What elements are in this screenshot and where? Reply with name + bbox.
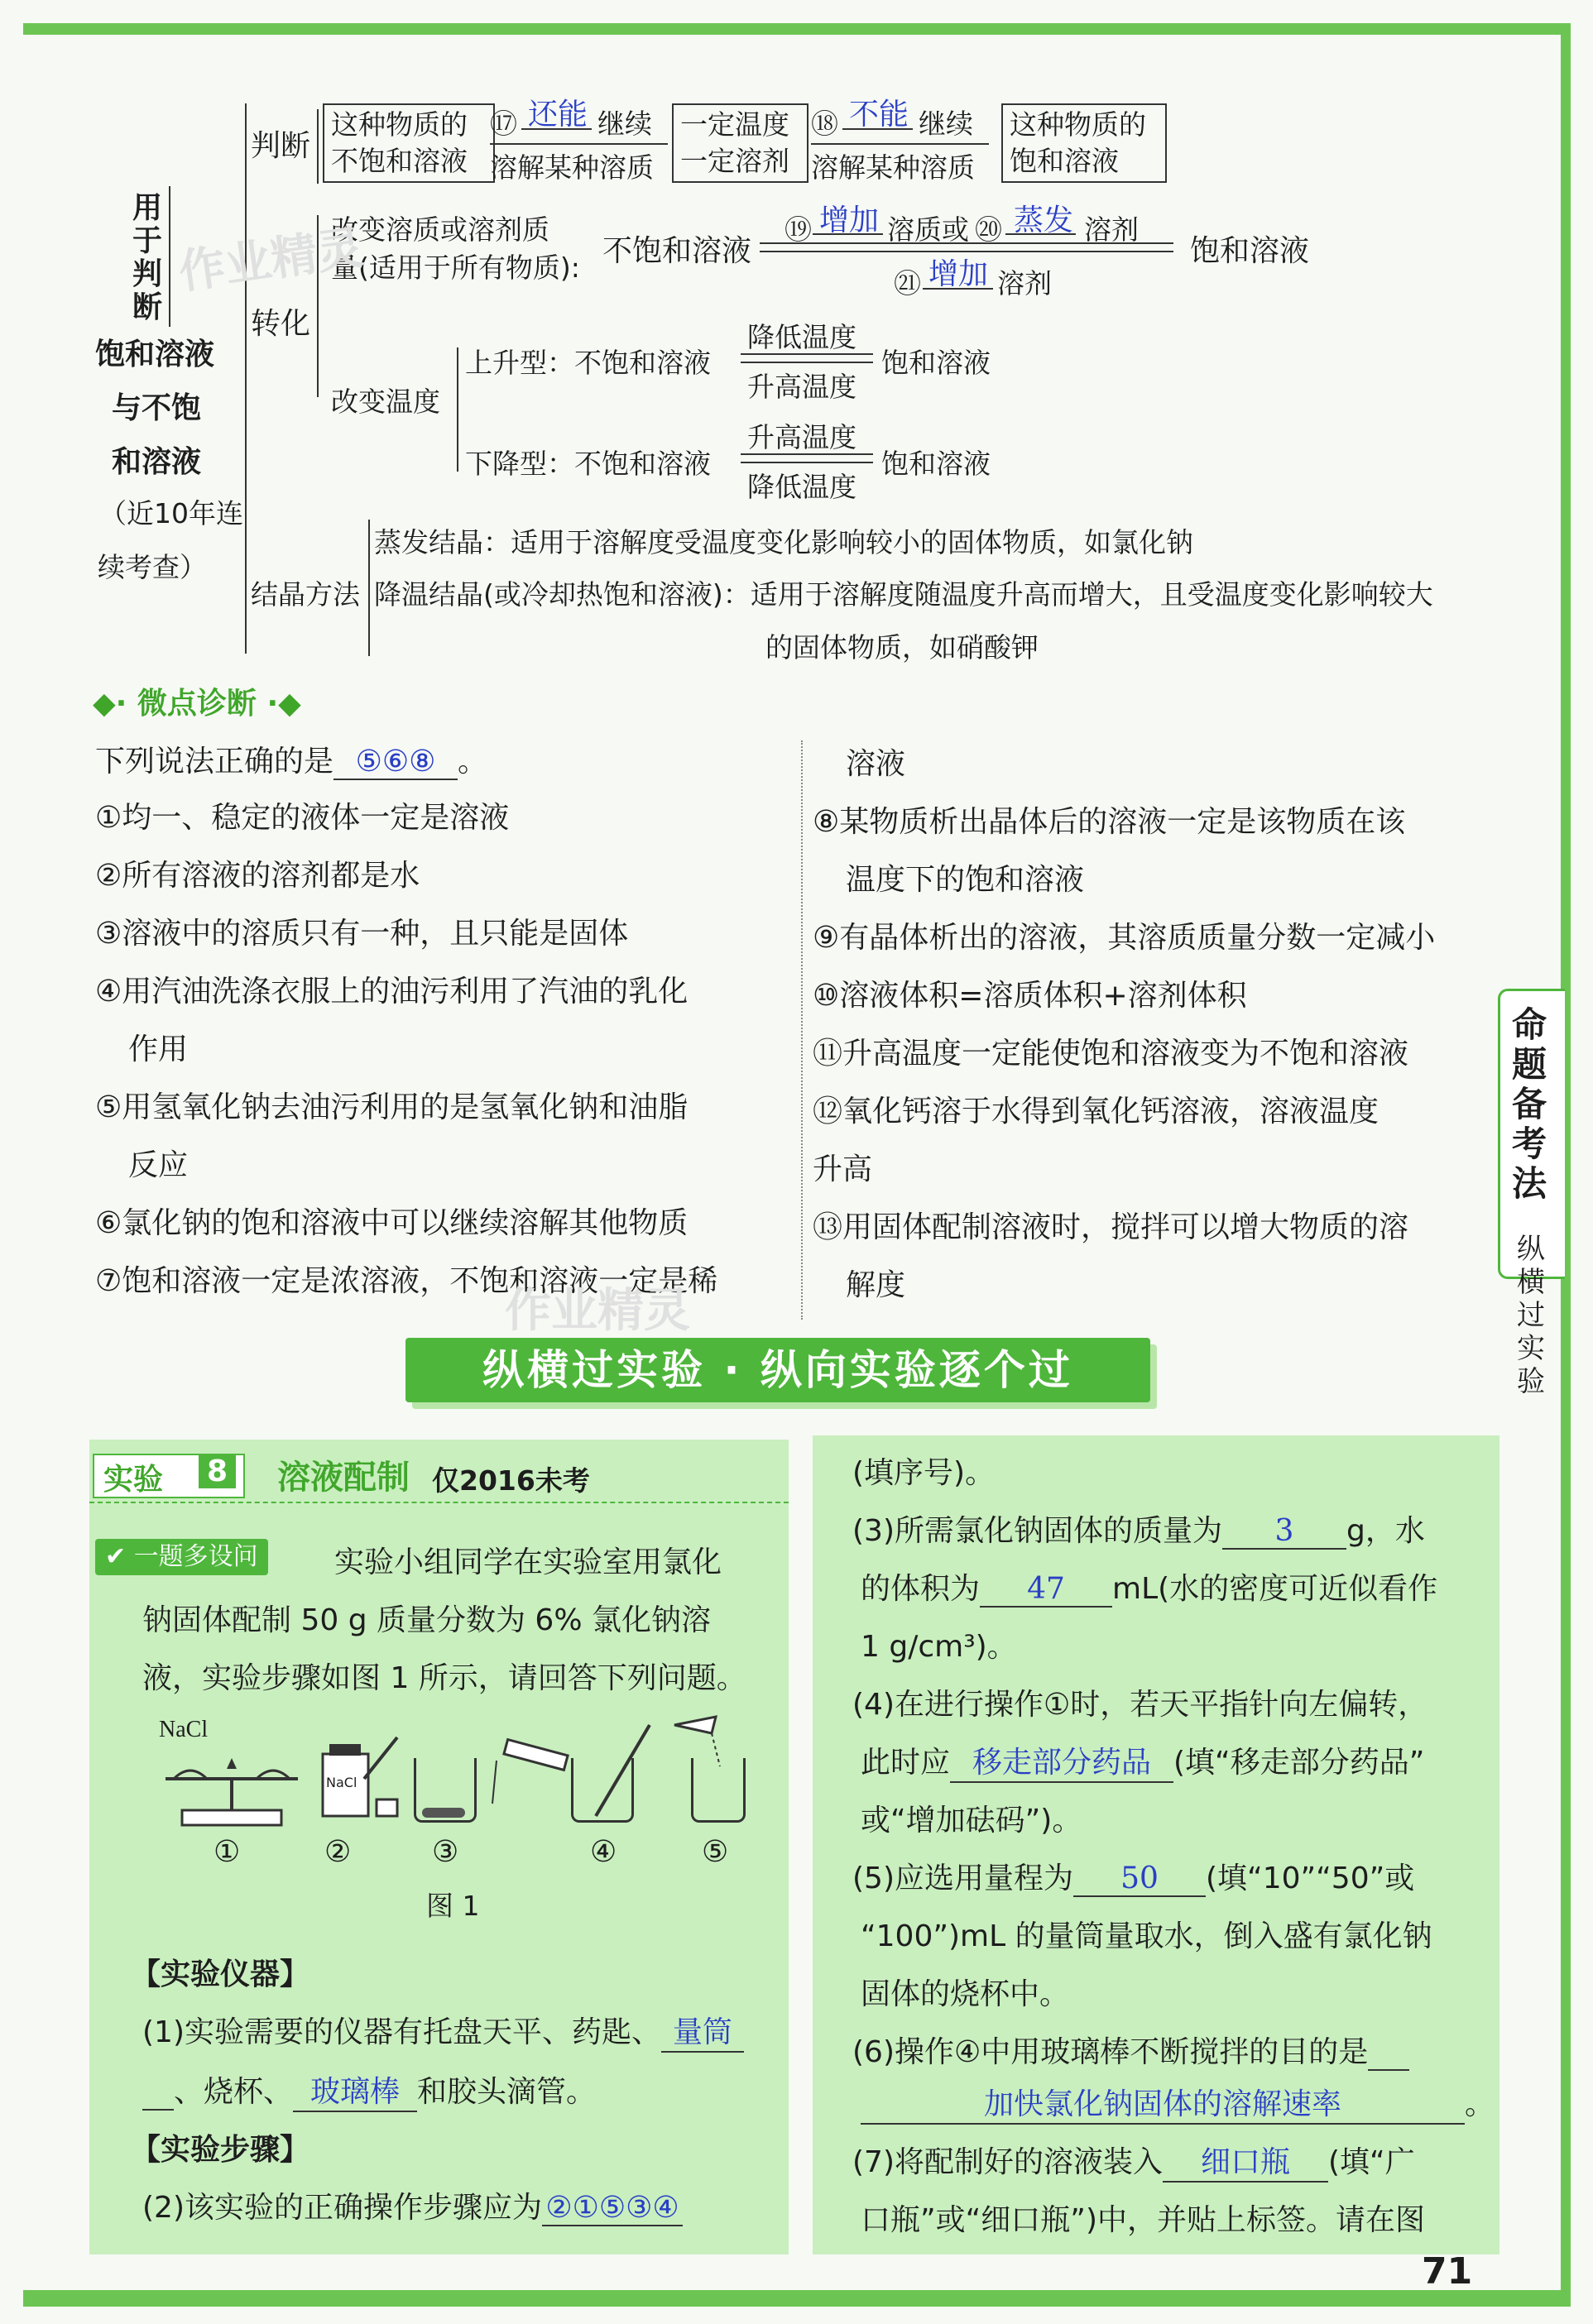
diagnosis-left-item: ⑦饱和溶液一定是浓溶液，不饱和溶液一定是稀 (95, 1264, 718, 1298)
topic-line3: 和溶液 (112, 445, 202, 479)
q6-line1 (852, 2029, 1409, 2071)
step-label: ① (214, 1835, 241, 1869)
judge-label: 判断 (251, 129, 311, 163)
diagnosis-right-item: ⑫氧化钙溶于水得到氧化钙溶液，溶液温度 (813, 1095, 1379, 1128)
diagnosis-diamond-icon-2: ·◆ (266, 687, 301, 721)
q5-text-2: (填“10”“50”或 (1206, 1862, 1415, 1895)
bottle-label: NaCl (326, 1775, 357, 1790)
answer-21: 增加 (928, 257, 989, 291)
diagnosis-left-item: 反应 (128, 1148, 189, 1182)
multi-question-text: 一题多设问 (133, 1542, 258, 1571)
answer-18: 不能 (849, 98, 909, 132)
num-20: ⑳ (975, 213, 1002, 246)
q1-text: (1)实验需要的仪器有托盘天平、药匙、 (142, 2015, 661, 2049)
steps-heading: 【实验步骤】 (131, 2133, 310, 2167)
q6-text: (6)操作④中用玻璃棒不断搅拌的目的是 (852, 2035, 1369, 2069)
q4-answer: 移走部分药品 (950, 1739, 1173, 1783)
convert-label: 转化 (251, 307, 311, 341)
watermark: 作业精灵 (505, 1284, 690, 1338)
q7-text-2: (填“广 (1328, 2145, 1415, 2179)
topic-line2: 与不饱 (112, 391, 202, 425)
q7-answer: 细口瓶 (1163, 2139, 1328, 2183)
experiment-number: 8 (199, 1454, 236, 1488)
judge-box-condition (672, 103, 808, 183)
convert-solvent-20: 溶剂 (1084, 213, 1139, 246)
rise-top-arrow-label: 降低温度 (747, 321, 856, 353)
diagnosis-question-text: 下列说法正确的是 (95, 745, 334, 779)
q5-line2: “100”)mL 的量筒量取水，倒入盛有氯化钠 (861, 1919, 1432, 1953)
q4-line3: 或“增加砝码”)。 (861, 1804, 1082, 1838)
experiment-note: 仅2016未考 (432, 1464, 590, 1497)
answer-18-underline (842, 128, 913, 130)
judge-box-unsat (323, 103, 495, 183)
diagnosis-right-item: ⑨有晶体析出的溶液，其溶质质量分数一定减小 (813, 921, 1436, 955)
measuring-cylinder-illustration (480, 1737, 571, 1820)
q3-answer-volume: 47 (980, 1572, 1112, 1608)
q3-text-1: (3)所需氯化钠固体的质量为 (852, 1514, 1222, 1548)
q5-line1 (852, 1855, 1414, 1897)
q1-text-2: 、烧杯、 (174, 2075, 294, 2109)
figure-caption: 图 1 (426, 1890, 480, 1922)
convert-solute-line2: 量(适用于所有物质): (331, 252, 580, 284)
diagnosis-period: 。 (458, 745, 488, 779)
diagnosis-right-item: ⑧某物质析出晶体后的溶液一定是该物质在该 (813, 805, 1406, 839)
convert-unsat: 不饱和溶液 (602, 234, 752, 268)
diagnosis-right-item: ⑪升高温度一定能使饱和溶液变为不饱和溶液 (813, 1037, 1409, 1071)
diagnosis-right-item: ⑬用固体配制溶液时，搅拌可以增大物质的溶 (813, 1210, 1409, 1244)
diagnosis-answer: ⑤⑥⑧ (333, 745, 458, 780)
convert-sat: 饱和溶液 (1190, 234, 1310, 268)
judge-arrow-1 (490, 143, 668, 145)
rise-sat: 饱和溶液 (881, 347, 991, 379)
experiment-header-rule (89, 1502, 789, 1503)
q7-line2: 口瓶”或“细口瓶”)中，并贴上标签。请在图 (861, 2203, 1425, 2237)
judge-dissolve-2: 溶解某种溶质 (811, 151, 975, 184)
step-label: ⑤ (702, 1835, 729, 1869)
judge-dissolve-1: 溶解某种溶质 (490, 151, 654, 184)
diagnosis-right-item: 解度 (846, 1268, 906, 1302)
answer-19: 增加 (819, 204, 880, 237)
topic-note-line1: （近10年连 (99, 497, 243, 529)
q5-answer: 50 (1073, 1862, 1206, 1897)
topic-note-line2: 续考查） (98, 551, 207, 583)
q2-text: (2)该实验的正确操作步骤应为 (142, 2191, 542, 2225)
judge-continue-2: 继续 (919, 108, 973, 140)
q2-line (142, 2184, 683, 2226)
crystal-cooling-line1: 降温结晶(或冷却热饱和溶液)：适用于溶解度随温度升高而增大，且受温度变化影响较大 (374, 578, 1433, 611)
bottom-border (23, 2290, 1571, 2307)
fall-arrows (741, 453, 873, 463)
diagnosis-right-item: 升高 (813, 1152, 873, 1186)
q3-line1 (852, 1507, 1425, 1550)
sidebar-vertical-label: 用于判断 (132, 191, 163, 324)
answer-19-underline (813, 233, 883, 235)
answer-21-underline (923, 288, 993, 290)
rise-bottom-arrow-label: 升高温度 (747, 371, 856, 403)
diagnosis-left-item: ②所有溶液的溶剂都是水 (95, 859, 420, 893)
num-19: ⑲ (785, 213, 812, 246)
crystal-brace (368, 520, 370, 656)
answer-20-underline (1005, 233, 1076, 235)
q3-text-2: g，水 (1346, 1514, 1425, 1548)
watermark: 作业精灵 (175, 220, 367, 300)
q5-text-1: (5)应选用量程为 (852, 1862, 1073, 1895)
q1-line2 (142, 2068, 596, 2112)
judge-box-cond-l1: 一定温度 (680, 108, 789, 141)
convert-solute-or: 溶质或 (887, 213, 969, 246)
num-18: ⑱ (811, 108, 838, 140)
q3-line2 (861, 1565, 1437, 1608)
crystal-label: 结晶方法 (251, 578, 360, 611)
page-number: 71 (1422, 2250, 1473, 2293)
experiment-name: 溶液配制 (277, 1459, 410, 1497)
beaker-solid (422, 1808, 465, 1818)
nacl-label: NaCl (159, 1717, 209, 1742)
multi-question-badge (95, 1539, 268, 1575)
diagnosis-right-item: 温度下的饱和溶液 (846, 863, 1085, 897)
fall-top-arrow-label: 升高温度 (747, 421, 856, 453)
temp-brace (457, 347, 458, 472)
q7-text-1: (7)将配制好的溶液装入 (852, 2145, 1163, 2179)
intro-line1: 实验小组同学在实验室用氯化 (334, 1545, 722, 1579)
step-label: ③ (432, 1835, 459, 1869)
rise-arrows (741, 353, 873, 363)
q5-line3: 固体的烧杯中。 (861, 1977, 1070, 2011)
diagnosis-left-item: ⑤用氢氧化钠去油污利用的是氢氧化钠和油脂 (95, 1090, 689, 1124)
q1-line1 (142, 2009, 744, 2053)
q6-line2 (861, 2081, 1495, 2125)
intro-line2: 钠固体配制 50 g 质量分数为 6% 氯化钠溶 (142, 1603, 711, 1637)
side-tab-title: 命题备考法 (1511, 1004, 1547, 1204)
q4-text-2: (填“移走部分药品” (1173, 1746, 1425, 1780)
top-border (23, 23, 1571, 35)
sidebar-arrow (169, 186, 170, 327)
q1-answer-cylinder: 量筒 (661, 2009, 744, 2053)
q3-line3: 1 g/cm³)。 (861, 1630, 1017, 1664)
q2-tail: (填序号)。 (852, 1456, 996, 1490)
judge-arrow-2 (811, 143, 989, 145)
q7-line1 (852, 2139, 1415, 2183)
judge-box-sat (1001, 103, 1167, 183)
topic-line1: 饱和溶液 (95, 338, 215, 371)
convert-solvent-21: 溶剂 (997, 267, 1052, 299)
q4-line1: (4)在进行操作①时，若天平指针向左偏转， (852, 1688, 1428, 1722)
convert-temp-label: 改变温度 (331, 386, 440, 418)
answer-20: 蒸发 (1014, 204, 1074, 237)
diagnosis-diamond-icon: ◆· (93, 687, 127, 721)
q2-answer: ②①⑤③④ (542, 2191, 683, 2226)
section-banner (405, 1338, 1150, 1402)
side-tab-subtitle: 纵横过实验 (1517, 1233, 1545, 1398)
check-icon: ✔ (105, 1542, 127, 1571)
diagnosis-left-item: ①均一、稳定的液体一定是溶液 (95, 801, 510, 835)
diagnosis-question (95, 738, 487, 780)
fall-sat: 饱和溶液 (881, 448, 991, 480)
balance-illustration (157, 1746, 306, 1828)
step-label: ② (324, 1835, 352, 1869)
crystal-evaporation: 蒸发结晶：适用于溶解度受温度变化影响较小的固体物质，如氯化钠 (374, 526, 1193, 558)
pouring-illustration (666, 1713, 741, 1771)
diagnosis-title (93, 680, 301, 722)
diagnosis-divider (801, 740, 803, 1320)
instruments-heading: 【实验仪器】 (131, 1957, 310, 1991)
answer-17: 还能 (528, 98, 588, 132)
diagnosis-left-item: ③溶液中的溶质只有一种，且只能是固体 (95, 917, 629, 951)
glass-rod-illustration (571, 1717, 670, 1824)
answer-17-underline (521, 128, 592, 130)
judge-box-unsat-l2: 不饱和溶液 (331, 145, 468, 177)
q6-period: 。 (1465, 2087, 1495, 2121)
convert-solute-line1: 改变溶质或溶剂质 (331, 213, 549, 246)
experiment-panel-right (813, 1435, 1499, 2255)
q1-text-3: 和胶头滴管。 (417, 2075, 597, 2109)
section-banner-text: 纵横过实验 · 纵向实验逐个过 (482, 1346, 1073, 1394)
q3-answer-mass: 3 (1222, 1514, 1346, 1550)
judge-continue-1: 继续 (597, 108, 652, 140)
rise-type: 上升型：不饱和溶液 (465, 347, 711, 379)
diagnosis-right-item: ⑩溶液体积=溶质体积+溶剂体积 (813, 979, 1247, 1013)
fall-bottom-arrow-label: 降低温度 (747, 471, 856, 503)
judge-box-sat-l2: 饱和溶液 (1010, 145, 1119, 177)
judge-box-unsat-l1: 这种物质的 (331, 108, 468, 141)
q4-line2 (861, 1739, 1424, 1783)
intro-line3: 液，实验步骤如图 1 所示，请回答下列问题。 (142, 1661, 746, 1695)
judge-brace (317, 109, 319, 184)
q3-text-3: 的体积为 (861, 1572, 981, 1606)
q6-answer: 加快氯化钠固体的溶解速率 (861, 2081, 1465, 2125)
judge-box-cond-l2: 一定溶剂 (680, 145, 789, 177)
diagnosis-right-item: 溶液 (846, 747, 906, 781)
q3-text-4: mL(水的密度可近似看作 (1112, 1572, 1438, 1606)
fall-type: 下降型：不饱和溶液 (465, 448, 711, 480)
main-brace (245, 103, 247, 654)
crystal-cooling-line2: 的固体物质，如硝酸钾 (765, 631, 1039, 664)
judge-box-sat-l1: 这种物质的 (1010, 108, 1146, 141)
diagnosis-left-item: ④用汽油洗涤衣服上的油污利用了汽油的乳化 (95, 975, 689, 1009)
diagnosis-left-item: 作用 (128, 1033, 189, 1066)
step-label: ④ (590, 1835, 617, 1869)
diagnosis-title-text: 微点诊断 (137, 687, 257, 721)
experiment-tag-text: 实验 (103, 1463, 164, 1497)
q1-answer-rod: 玻璃棒 (293, 2068, 417, 2112)
num-21: ㉑ (894, 267, 921, 299)
diagnosis-left-item: ⑥氯化钠的饱和溶液中可以继续溶解其他物质 (95, 1206, 689, 1240)
num-17: ⑰ (490, 108, 517, 140)
q4-text-1: 此时应 (861, 1746, 951, 1780)
